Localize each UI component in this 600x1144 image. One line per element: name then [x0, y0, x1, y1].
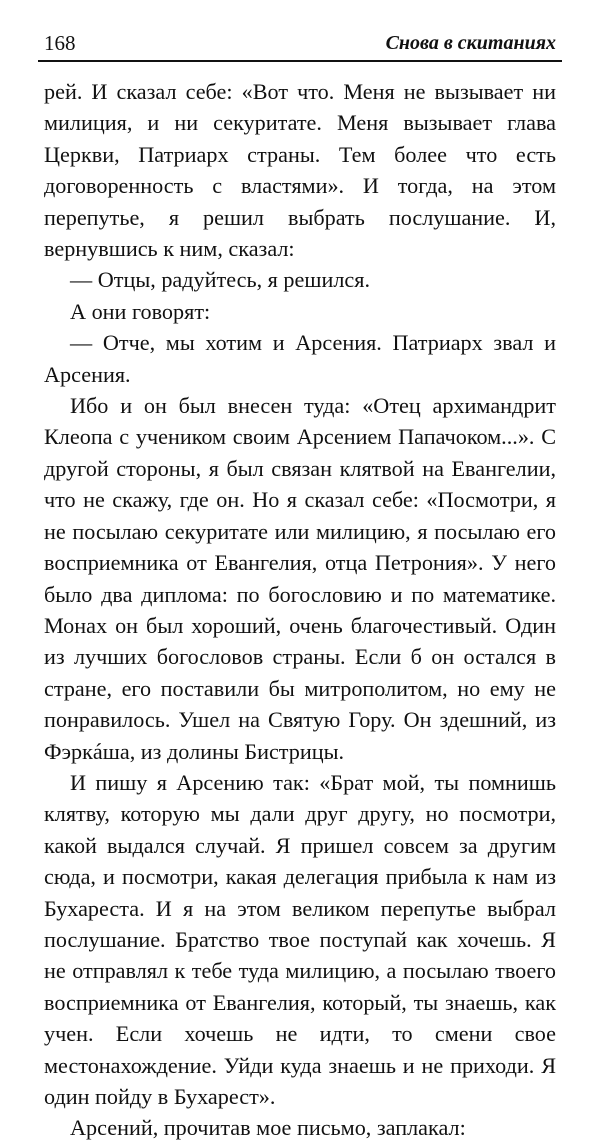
page-header — [38, 30, 562, 60]
paragraph-continuation: рей. И сказал себе: «Вот что. Меня не вызывает ни милиция, и ни секуритате. Меня вызывает глава Церкви, Патриарх страны. Тем более что есть договоренность с властями». И тогда, на этом перепутье, я решил выбрать послушание. И, вернувшись к ним, сказал: — [44, 79, 556, 262]
paragraph: Арсений, прочитав мое письмо, заплакал: — [70, 1115, 466, 1141]
paragraph: Ибо и он был внесен туда: «Отец архимандрит Клеопа с учеником своим Арсением Папачоком...». С другой стороны, я был связан клятвой на Евангелии, что не скажу, где он. Но я сказал себе: «Посмотри, я не посылаю секуритате или милицию, я посылаю его восприемника от Евангелия, отца Петрония». У него было два диплома: по богословию и по математике. Монах он был хороший, очень благочестивый. Один из лучших богословов страны. Если б он остался в стране, его поставили бы митрополитом, но ему не понравилось. Ушел на Святую Гору. Он здешний, из Фэркáша, из долины Бистрицы. — [44, 393, 556, 764]
body-text — [38, 76, 562, 1144]
running-title: Снова в скитаниях — [385, 32, 556, 54]
header-rule — [38, 60, 562, 62]
paragraph: И пишу я Арсению так: «Брат мой, ты помнишь клятву, которую мы дали друг другу, но посмотри, какой выдался случай. Я пришел совсем за другим сюда, и посмотри, какая делегация прибыла к нам из Бухареста. И я на этом великом перепутье выбрал послушание. Братство твое поступай как хочешь. Я не отправлял к тебе туда милицию, а посылаю твоего восприемника от Евангелия, который, ты знаешь, как учен. Если хочешь не идти, то смени свое местонахождение. Уйди куда знаешь и не приходи. Я один пойду в Бухарест». — [44, 769, 556, 1109]
paragraph-dialogue: — Отче, мы хотим и Арсения. Патриарх звал и Арсения. — [44, 330, 556, 387]
paragraph-dialogue: — Отцы, радуйтесь, я решился. — [70, 267, 371, 293]
page-number: 168 — [44, 31, 76, 55]
paragraph: А они говорят: — [70, 298, 211, 324]
